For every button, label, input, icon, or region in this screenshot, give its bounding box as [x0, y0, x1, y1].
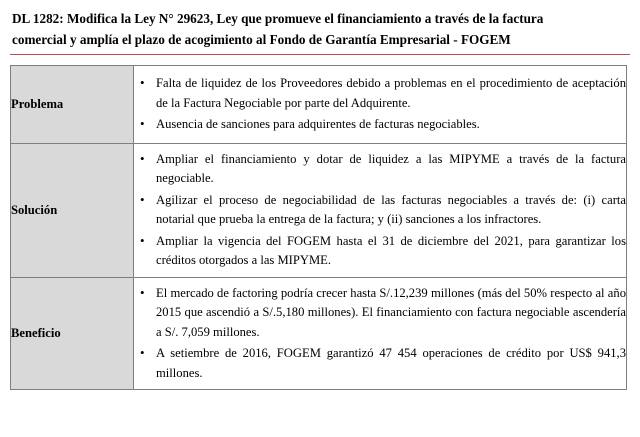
- bullet-list: [134, 150, 626, 271]
- list-item: • Ampliar la vigencia del FOGEM hasta el 31 de diciembre del 2021, para garantizar los créditos otorgados a las MIPYME.: [134, 232, 626, 271]
- row-label-solucion: Solución: [11, 143, 134, 277]
- row-label-problema: Problema: [11, 66, 134, 144]
- table-row: [11, 277, 627, 390]
- row-content-beneficio: [134, 277, 627, 390]
- table-row: [11, 66, 627, 144]
- summary-table: [10, 65, 627, 390]
- table-row: [11, 143, 627, 277]
- row-label-beneficio: Beneficio: [11, 277, 134, 390]
- page-title-line-1: DL 1282: Modifica la Ley N° 29623, Ley que promueve el financiamiento a través de la factura: [12, 11, 544, 26]
- list-item: • Falta de liquidez de los Proveedores debido a problemas en el procedimiento de aceptación de la Factura Negociable por parte del Adquirente.: [134, 74, 626, 113]
- list-item: • Ausencia de sanciones para adquirentes de facturas negociables.: [134, 115, 626, 135]
- list-item: • A setiembre de 2016, FOGEM garantizó 47 454 operaciones de crédito por US$ 941,3 millones.: [134, 344, 626, 383]
- page-title: [10, 8, 630, 55]
- row-content-problema: [134, 66, 627, 144]
- list-item: • Agilizar el proceso de negociabilidad de las facturas negociables a través de: (i) carta notarial que prueba la entrega de la factura; y (ii) sanciones a los infractores.: [134, 191, 626, 230]
- page-title-line-2: comercial y amplía el plazo de acogimiento al Fondo de Garantía Empresarial - FOGEM: [12, 32, 511, 47]
- list-item: • Ampliar el financiamiento y dotar de liquidez a las MIPYME a través de la factura negociable.: [134, 150, 626, 189]
- bullet-list: [134, 284, 626, 384]
- bullet-list: [134, 74, 626, 135]
- list-item: • El mercado de factoring podría crecer hasta S/.12,239 millones (más del 50% respecto al año 2015 que ascendió a S/.5,180 millones). El financiamiento con factura negociable ascendería a S/. 7,059 millones.: [134, 284, 626, 343]
- row-content-solucion: [134, 143, 627, 277]
